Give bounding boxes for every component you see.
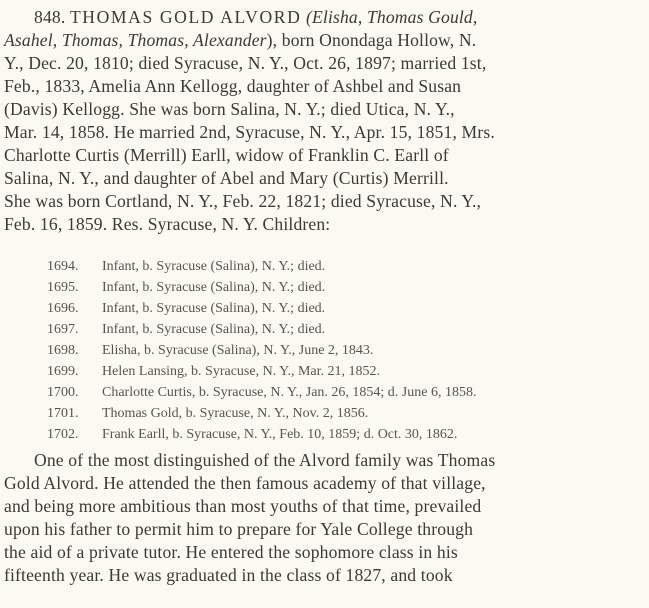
child-number: 1699.: [47, 364, 79, 379]
entry-intro-line: Y., Dec. 20, 1810; died Syracuse, N. Y., Oct. 26, 1897; married 1st,: [4, 53, 487, 73]
child-text: Thomas Gold, b. Syracuse, N. Y., Nov. 2, 1856.: [102, 406, 369, 421]
list-item: [0, 404, 649, 423]
entry-ancestry: (Elisha, Thomas Gould,: [306, 7, 478, 27]
list-item: [0, 383, 649, 402]
entry-number: 848.: [34, 7, 66, 27]
narrative-line: the aid of a private tutor. He entered the sophomore class in his: [4, 542, 458, 562]
entry-heading-line: [0, 6, 649, 28]
child-text: Helen Lansing, b. Syracuse, N. Y., Mar. 21, 1852.: [102, 364, 381, 379]
entry-intro-line: Charlotte Curtis (Merrill) Earll, widow of Franklin C. Earll of: [4, 145, 449, 165]
child-number: 1694.: [47, 259, 79, 274]
child-number: 1702.: [47, 427, 79, 442]
entry-intro-line: ), born Onondaga Hollow, N.: [266, 30, 477, 50]
child-text: Elisha, b. Syracuse (Salina), N. Y., June 2, 1843.: [102, 343, 374, 358]
list-item: [0, 425, 649, 444]
narrative-line: fifteenth year. He was graduated in the class of 1827, and took: [4, 565, 453, 585]
list-item: [0, 257, 649, 276]
child-text: Infant, b. Syracuse (Salina), N. Y.; died.: [102, 280, 326, 295]
child-text: Infant, b. Syracuse (Salina), N. Y.; died.: [102, 301, 326, 316]
narrative-line: upon his father to permit him to prepare for Yale College through: [4, 519, 474, 539]
narrative-line: One of the most distinguished of the Alvord family was Thomas: [34, 450, 496, 470]
entry-line-2: [0, 29, 649, 51]
entry-intro-line: Feb., 1833, Amelia Ann Kellogg, daughter of Ashbel and Susan: [4, 76, 462, 96]
entry-ancestry-cont: Asahel, Thomas, Thomas, Alexander: [4, 30, 267, 50]
child-number: 1696.: [47, 301, 79, 316]
list-item: [0, 278, 649, 297]
child-number: 1700.: [47, 385, 79, 400]
entry-intro-line: She was born Cortland, N. Y., Feb. 22, 1821; died Syracuse, N. Y.,: [4, 191, 482, 211]
list-item: [0, 320, 649, 339]
child-text: Infant, b. Syracuse (Salina), N. Y.; died.: [102, 259, 326, 274]
narrative-line: Gold Alvord. He attended the then famous academy of that village,: [4, 473, 486, 493]
child-number: 1698.: [47, 343, 79, 358]
entry-intro-line: (Davis) Kellogg. She was born Salina, N. Y.; died Utica, N. Y.,: [4, 99, 455, 119]
child-text: Frank Earll, b. Syracuse, N. Y., Feb. 10, 1859; d. Oct. 30, 1862.: [102, 427, 458, 442]
child-text: Charlotte Curtis, b. Syracuse, N. Y., Jan. 26, 1854; d. June 6, 1858.: [102, 385, 477, 400]
child-number: 1701.: [47, 406, 79, 421]
entry-intro-line: Salina, N. Y., and daughter of Abel and Mary (Curtis) Merrill.: [4, 168, 449, 188]
entry-name: THOMAS GOLD ALVORD: [69, 7, 302, 27]
list-item: [0, 299, 649, 318]
child-text: Infant, b. Syracuse (Salina), N. Y.; died.: [102, 322, 326, 337]
narrative-line: and being more ambitious than most youths of that time, prevailed: [4, 496, 482, 516]
child-number: 1697.: [47, 322, 79, 337]
child-number: 1695.: [47, 280, 79, 295]
entry-intro-line: Mar. 14, 1858. He married 2nd, Syracuse, N. Y., Apr. 15, 1851, Mrs.: [4, 122, 495, 142]
list-item: [0, 341, 649, 360]
entry-intro-line: Feb. 16, 1859. Res. Syracuse, N. Y. Children:: [4, 214, 331, 234]
list-item: [0, 362, 649, 381]
